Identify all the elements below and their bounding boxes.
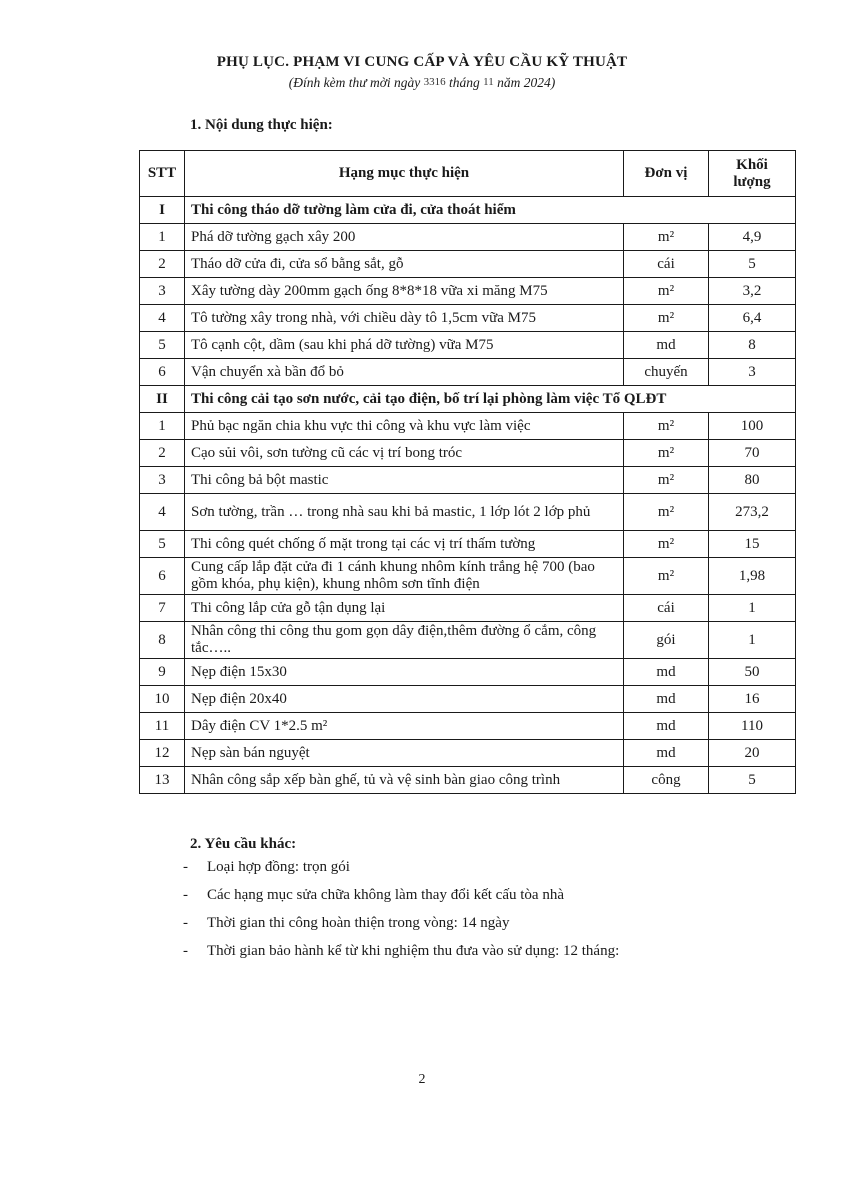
row-qty: 16	[709, 686, 796, 713]
row-item: Thi công quét chống ố mặt trong tại các vị trí thấm tường	[185, 531, 624, 558]
row-qty: 3,2	[709, 278, 796, 305]
row-unit: m²	[624, 467, 709, 494]
requirement-item	[183, 909, 619, 937]
row-stt: 12	[140, 740, 185, 767]
row-qty: 20	[709, 740, 796, 767]
row-item: Cung cấp lắp đặt cửa đi 1 cánh khung nhôm kính trắng hệ 700 (bao gồm khóa, phụ kiện), khung nhôm sơn tĩnh điện	[185, 558, 624, 595]
requirement-item	[183, 853, 619, 881]
row-qty: 1	[709, 595, 796, 622]
row-item: Sơn tường, trần … trong nhà sau khi bả mastic, 1 lớp lót 2 lớp phủ	[185, 494, 624, 531]
row-unit: m²	[624, 440, 709, 467]
row-stt: 6	[140, 359, 185, 386]
row-unit: m²	[624, 531, 709, 558]
row-qty: 6,4	[709, 305, 796, 332]
table-row	[140, 332, 796, 359]
row-unit: chuyến	[624, 359, 709, 386]
page-number: 2	[418, 1072, 426, 1087]
appendix-title: PHỤ LỤC. PHẠM VI CUNG CẤP VÀ YÊU CẦU KỸ THUẬT	[216, 54, 628, 70]
row-qty: 4,9	[709, 224, 796, 251]
row-unit: md	[624, 686, 709, 713]
requirements-list	[183, 853, 619, 965]
row-unit: md	[624, 659, 709, 686]
row-stt: 8	[140, 622, 185, 659]
row-unit: cái	[624, 251, 709, 278]
row-stt: 2	[140, 251, 185, 278]
table-row	[140, 558, 796, 595]
subtitle-prefix: (Đính kèm thư mời ngày	[288, 75, 421, 90]
table-row	[140, 305, 796, 332]
row-qty: 15	[709, 531, 796, 558]
header-qty-label: Khối lượng	[733, 156, 771, 190]
row-stt: 6	[140, 558, 185, 595]
row-unit: m²	[624, 224, 709, 251]
scope-table	[139, 150, 796, 794]
group-title: Thi công cải tạo sơn nước, cải tạo điện, bố trí lại phòng làm việc Tổ QLĐT	[185, 386, 796, 413]
table-row	[140, 622, 796, 659]
table-row	[140, 659, 796, 686]
row-unit: m²	[624, 494, 709, 531]
row-stt: 11	[140, 713, 185, 740]
requirement-text: Các hạng mục sửa chữa không làm thay đổi kết cấu tòa nhà	[207, 886, 564, 903]
table-row	[140, 740, 796, 767]
table-row	[140, 686, 796, 713]
group-title: Thi công tháo dỡ tường làm cửa đi, cửa thoát hiểm	[185, 197, 796, 224]
row-qty: 50	[709, 659, 796, 686]
row-item: Phủ bạc ngăn chia khu vực thi công và khu vực làm việc	[185, 413, 624, 440]
row-unit: công	[624, 767, 709, 794]
handwritten-month: 11	[483, 76, 494, 88]
row-unit: m²	[624, 305, 709, 332]
row-item: Tô cạnh cột, dầm (sau khi phá dỡ tường) vữa M75	[185, 332, 624, 359]
header-item: Hạng mục thực hiện	[185, 151, 624, 197]
row-item: Nẹp sàn bán nguyệt	[185, 740, 624, 767]
row-qty: 5	[709, 767, 796, 794]
row-stt: 10	[140, 686, 185, 713]
header-qty	[709, 151, 796, 197]
section-1-heading: 1. Nội dung thực hiện:	[190, 117, 333, 133]
row-item: Thi công lắp cửa gỗ tận dụng lại	[185, 595, 624, 622]
handwritten-day: 3316	[423, 76, 446, 88]
table-row	[140, 767, 796, 794]
table-row	[140, 713, 796, 740]
row-stt: 13	[140, 767, 185, 794]
group-stt: II	[140, 386, 185, 413]
scope-table-body	[140, 197, 796, 794]
section-2-heading: 2. Yêu cầu khác:	[190, 836, 297, 852]
table-row	[140, 413, 796, 440]
row-qty: 110	[709, 713, 796, 740]
row-stt: 9	[140, 659, 185, 686]
row-item: Vận chuyển xà bần đổ bỏ	[185, 359, 624, 386]
table-row	[140, 494, 796, 531]
row-qty: 5	[709, 251, 796, 278]
table-row	[140, 467, 796, 494]
row-unit: gói	[624, 622, 709, 659]
row-stt: 1	[140, 413, 185, 440]
row-qty: 1,98	[709, 558, 796, 595]
requirement-item	[183, 881, 619, 909]
row-item: Nẹp điện 15x30	[185, 659, 624, 686]
row-qty: 273,2	[709, 494, 796, 531]
row-qty: 1	[709, 622, 796, 659]
table-row	[140, 531, 796, 558]
bullet-dash: -	[183, 914, 188, 931]
table-row	[140, 440, 796, 467]
requirement-text: Thời gian thi công hoàn thiện trong vòng: 14 ngày	[207, 914, 510, 931]
row-stt: 5	[140, 332, 185, 359]
row-item: Tháo dỡ cửa đi, cửa sổ bằng sắt, gỗ	[185, 251, 624, 278]
row-unit: m²	[624, 278, 709, 305]
row-stt: 5	[140, 531, 185, 558]
row-unit: md	[624, 332, 709, 359]
row-stt: 1	[140, 224, 185, 251]
table-row	[140, 224, 796, 251]
row-stt: 4	[140, 305, 185, 332]
table-row	[140, 359, 796, 386]
row-stt: 2	[140, 440, 185, 467]
row-unit: cái	[624, 595, 709, 622]
row-unit: m²	[624, 413, 709, 440]
row-item: Tô tường xây trong nhà, với chiều dày tô 1,5cm vữa M75	[185, 305, 624, 332]
header-stt: STT	[140, 151, 185, 197]
row-item: Phá dỡ tường gạch xây 200	[185, 224, 624, 251]
requirement-text: Loại hợp đồng: trọn gói	[207, 858, 350, 875]
row-item: Dây điện CV 1*2.5 m²	[185, 713, 624, 740]
row-item: Xây tường dày 200mm gạch ống 8*8*18 vữa xi măng M75	[185, 278, 624, 305]
bullet-dash: -	[183, 942, 188, 959]
row-qty: 8	[709, 332, 796, 359]
row-stt: 4	[140, 494, 185, 531]
table-row	[140, 278, 796, 305]
table-group-row	[140, 386, 796, 413]
bullet-dash: -	[183, 858, 188, 875]
requirement-text: Thời gian bảo hành kể từ khi nghiệm thu đưa vào sử dụng: 12 tháng:	[207, 942, 620, 959]
row-item: Nhân công sắp xếp bàn ghế, tủ và vệ sinh bàn giao công trình	[185, 767, 624, 794]
row-unit: md	[624, 713, 709, 740]
header-unit: Đơn vị	[624, 151, 709, 197]
table-row	[140, 595, 796, 622]
row-unit: md	[624, 740, 709, 767]
group-stt: I	[140, 197, 185, 224]
row-stt: 3	[140, 467, 185, 494]
table-row	[140, 251, 796, 278]
row-stt: 7	[140, 595, 185, 622]
row-item: Nẹp điện 20x40	[185, 686, 624, 713]
row-item: Cạo sủi vôi, sơn tường cũ các vị trí bong tróc	[185, 440, 624, 467]
row-item: Thi công bả bột mastic	[185, 467, 624, 494]
row-qty: 70	[709, 440, 796, 467]
appendix-subtitle	[0, 75, 844, 91]
row-qty: 3	[709, 359, 796, 386]
row-unit: m²	[624, 558, 709, 595]
bullet-dash: -	[183, 886, 188, 903]
row-stt: 3	[140, 278, 185, 305]
row-qty: 100	[709, 413, 796, 440]
row-qty: 80	[709, 467, 796, 494]
subtitle-suffix: năm 2024)	[497, 75, 556, 90]
requirement-item	[183, 937, 619, 965]
row-item: Nhân công thi công thu gom gọn dây điện,thêm đường ổ cắm, công tắc…..	[185, 622, 624, 659]
subtitle-mid: tháng	[449, 75, 480, 90]
table-group-row	[140, 197, 796, 224]
